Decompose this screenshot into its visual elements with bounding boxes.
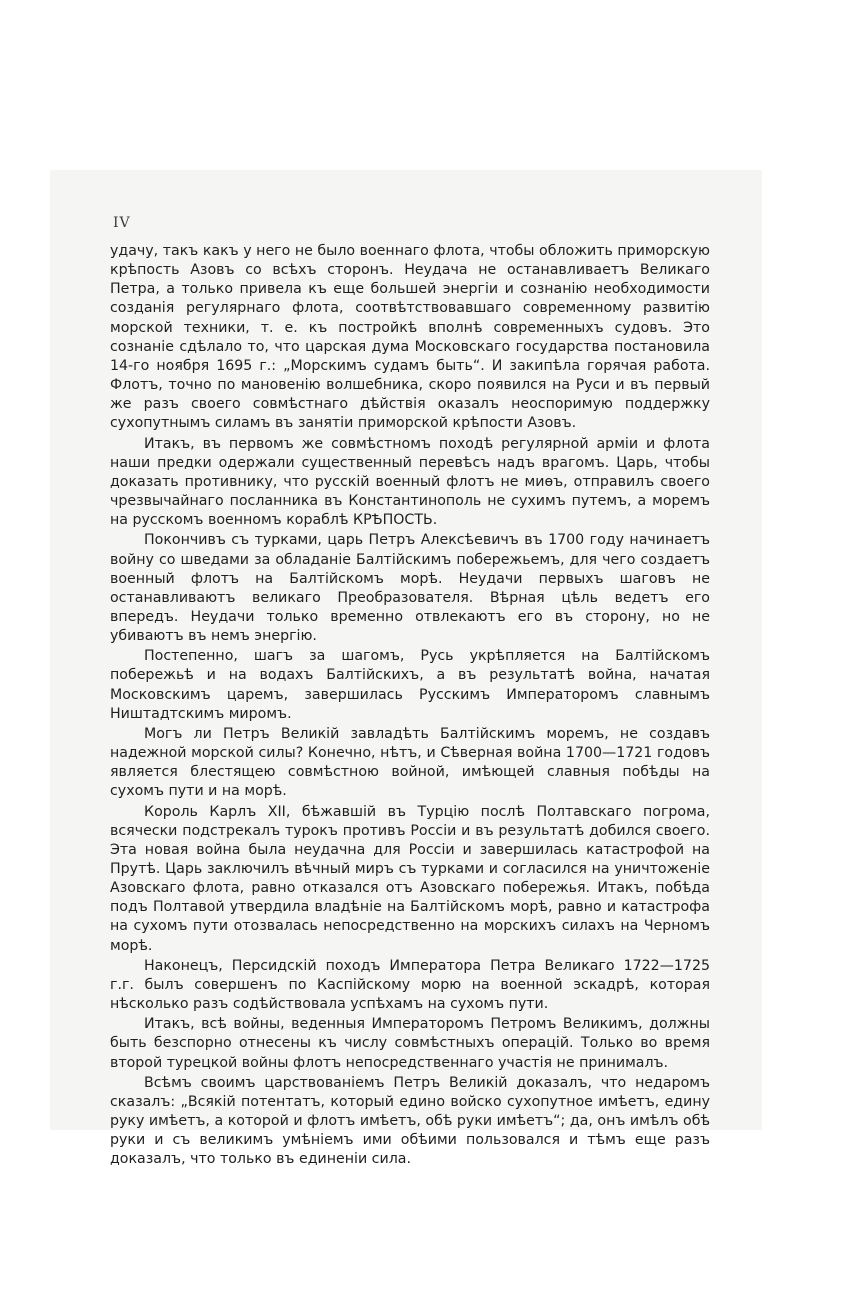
document-body [110,242,710,1171]
paragraph-6: Король Карлъ XII, бѣжавшій въ Турцію послѣ Полтавскаго погрома, всячески подстрекалъ турокъ противъ Россіи и въ результатѣ добился своего. Эта новая война была неудачна для Россіи и завершилась катастрофой на Прутѣ. Царь заключилъ вѣчный миръ съ турками и согласился на уничтоженіе Азовскаго флота, равно отказался отъ Азовскаго побережья. Итакъ, побѣда подъ Полтавой утвердила владѣніе на Балтійскомъ морѣ, равно и катастрофа на сухомъ пути отозвалась непосредственно на морскихъ силахъ на Черномъ морѣ. [110,803,710,954]
paragraph-1: удачу, такъ какъ у него не было военнаго флота, чтобы обложить приморскую крѣпость Азовъ со всѣхъ сторонъ. Неудача не останавливаетъ Великаго Петра, а только привела къ еще большей энергіи и сознанію необходимости созданія регулярнаго флота, соотвѣтствовавшаго современному развитію морской техники, т. е. къ постройкѣ вполнѣ современныхъ судовъ. Это сознаніе сдѣлало то, что царская дума Московскаго государства постановила 14-го ноября 1695 г.: „Морскимъ судамъ быть“. И закипѣла горячая работа. Флотъ, точно по мановенію волшебника, скоро появился на Руси и въ первый же разъ своего совмѣстнаго дѣйствія оказалъ неоспоримую поддержку сухопутнымъ силамъ въ занятіи приморской крѣпости Азовъ. [110,243,710,432]
paragraph-5: Могъ ли Петръ Великій завладѣть Балтійскимъ моремъ, не создавъ надежной морской силы? Конечно, нѣтъ, и Сѣверная война 1700—1721 годовъ является блестящею совмѣстною войной, имѣющей славныя побѣды на сухомъ пути и на морѣ. [110,725,710,800]
page-number: IV [113,215,131,231]
paragraph-9: Всѣмъ своимъ царствованіемъ Петръ Великій доказалъ, что недаромъ сказалъ: „Всякій потентатъ, который едино войско сухопутное имѣетъ, едину руку имѣетъ, а которой и флотъ имѣетъ, обѣ руки имѣетъ“; да, онъ имѣлъ обѣ руки и съ великимъ умѣніемъ ими обѣими пользовался и тѣмъ еще разъ доказалъ, что только въ единеніи сила. [110,1074,710,1168]
paragraph-2: Итакъ, въ первомъ же совмѣстномъ походѣ регулярной арміи и флота наши предки одержали существенный перевѣсъ надъ врагомъ. Царь, чтобы доказать противнику, что русскій военный флотъ не миѳъ, отправилъ своего чрезвычайнаго посланника въ Константинополь не сухимъ путемъ, а моремъ на русскомъ военномъ кораблѣ КРѢПОСТЬ. [110,435,710,529]
paragraph-4: Постепенно, шагъ за шагомъ, Русь укрѣпляется на Балтійскомъ побережьѣ и на водахъ Балтійскихъ, а въ результатѣ война, начатая Московскимъ царемъ, завершилась Русскимъ Императоромъ славнымъ Ништадтскимъ миромъ. [110,648,710,722]
paragraph-3: Покончивъ съ турками, царь Петръ Алексѣевичъ въ 1700 году начинаетъ войну со шведами за обладаніе Балтійскимъ побережьемъ, для чего создаетъ военный флотъ на Балтійскомъ морѣ. Неудачи первыхъ шаговъ не останавливаютъ великаго Преобразователя. Вѣрная цѣль ведетъ его впередъ. Неудачи только временно отвлекаютъ его въ сторону, но не убиваютъ въ немъ энергію. [110,532,710,645]
paragraph-7: Наконецъ, Персидскій походъ Императора Петра Великаго 1722—1725 г.г. былъ совершенъ по Каспійскому морю на военной эскадрѣ, которая нѣсколько разъ содѣйствовала успѣхамъ на сухомъ пути. [110,957,710,1013]
paragraph-8: Итакъ, всѣ войны, веденныя Императоромъ Петромъ Великимъ, должны быть безспорно отнесены къ числу совмѣстныхъ операцій. Только во время второй турецкой войны флотъ непосредственнаго участія не принималъ. [110,1016,710,1071]
